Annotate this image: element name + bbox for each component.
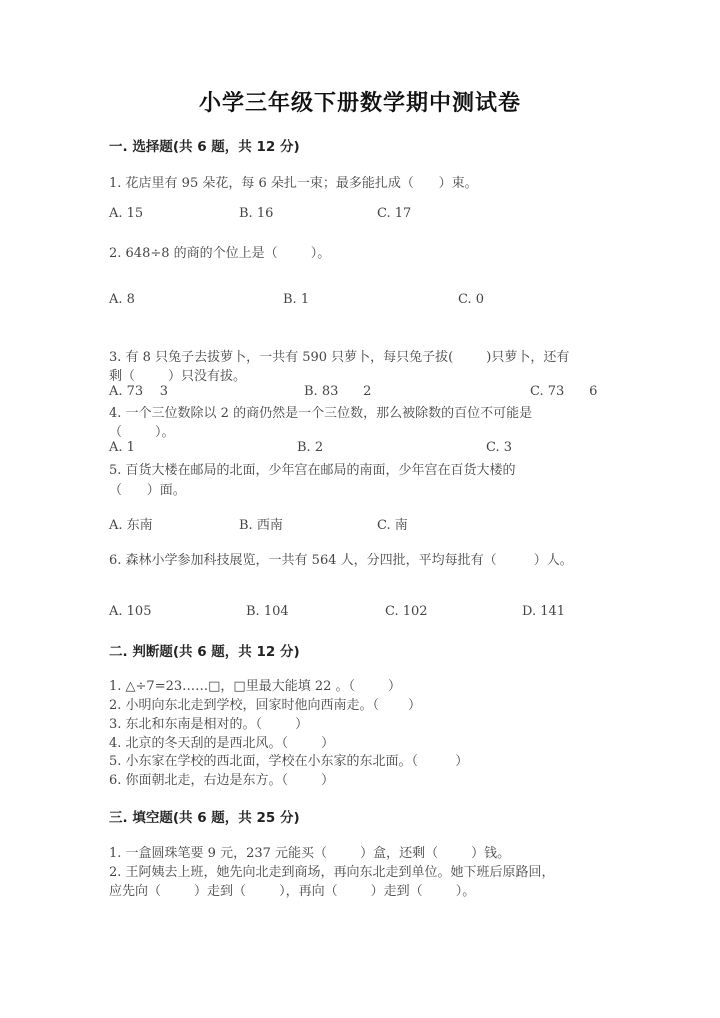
section-heading-fill-blank: 三. 填空题(共 6 题，共 25 分) xyxy=(109,810,300,826)
question-6-option-b: B. 104 xyxy=(246,604,289,619)
question-3-text-line2: 剩（ ）只没有拔。 xyxy=(109,369,247,384)
question-5-text-line2: （ ）面。 xyxy=(109,483,186,498)
question-5-option-b: B. 西南 xyxy=(239,518,283,533)
question-3-option-b: B. 83 2 xyxy=(304,384,372,399)
question-5-option-c: C. 南 xyxy=(377,518,408,533)
question-2-text: 2. 648÷8 的商的个位上是（ ）。 xyxy=(109,246,331,261)
question-6-option-d: D. 141 xyxy=(522,604,566,619)
question-4-text-line1: 4. 一个三位数除以 2 的商仍然是一个三位数，那么被除数的百位不可能是 xyxy=(109,406,533,421)
question-4-option-b: B. 2 xyxy=(297,440,324,455)
judgment-item-2: 2. 小明向东北走到学校，回家时他向西南走。（ ） xyxy=(109,698,421,713)
question-2-option-c: C. 0 xyxy=(458,292,485,307)
question-3-option-a: A. 73 3 xyxy=(109,384,168,399)
judgment-item-3: 3. 东北和东南是相对的。（ ） xyxy=(109,717,309,732)
question-4-text-line2: （ ）。 xyxy=(109,425,175,440)
section-heading-true-false: 二. 判断题(共 6 题，共 12 分) xyxy=(109,644,300,660)
question-6-option-c: C. 102 xyxy=(385,604,428,619)
question-6-option-a: A. 105 xyxy=(109,604,152,619)
judgment-item-1: 1. △÷7=23……□，□里最大能填 22 。（ ） xyxy=(109,679,402,694)
page-title: 小学三年级下册数学期中测试卷 xyxy=(198,91,521,116)
question-2-option-a: A. 8 xyxy=(109,292,135,307)
question-4-option-c: C. 3 xyxy=(486,440,513,455)
question-5-text-line1: 5. 百货大楼在邮局的北面，少年宫在邮局的南面，少年宫在百货大楼的 xyxy=(109,463,516,478)
judgment-item-6: 6. 你面朝北走，右边是东方。（ ） xyxy=(109,773,335,788)
section-heading-multiple-choice: 一. 选择题(共 6 题，共 12 分) xyxy=(109,139,300,155)
question-5-option-a: A. 东南 xyxy=(109,518,153,533)
judgment-item-5: 5. 小东家在学校的西北面，学校在小东家的东北面。（ ） xyxy=(109,754,469,769)
question-4-option-a: A. 1 xyxy=(109,440,135,455)
question-2-option-b: B. 1 xyxy=(283,292,310,307)
question-3-option-c: C. 73 6 xyxy=(530,384,598,399)
fill-item-1: 1. 一盒圆珠笔要 9 元，237 元能买（ ）盒，还剩（ ）钱。 xyxy=(109,846,511,861)
question-6-text: 6. 森林小学参加科技展览，一共有 564 人，分四批，平均每批有（ ）人。 xyxy=(109,553,573,568)
question-1-option-a: A. 15 xyxy=(109,206,144,221)
question-1-text: 1. 花店里有 95 朵花，每 6 朵扎一束；最多能扎成（ ）束。 xyxy=(109,176,478,191)
fill-item-2-line2: 应先向（ ）走到（ ），再向（ ）走到（ ）。 xyxy=(109,884,476,899)
question-1-option-c: C. 17 xyxy=(377,206,412,221)
fill-item-2-line1: 2. 王阿姨去上班，她先向北走到商场，再向东北走到单位。她下班后原路回， xyxy=(109,865,555,880)
judgment-item-4: 4. 北京的冬天刮的是西北风。（ ） xyxy=(109,736,335,751)
question-3-text-line1: 3. 有 8 只兔子去拔萝卜，一共有 590 只萝卜，每只兔子拔( )只萝卜，还有 xyxy=(109,350,570,365)
question-1-option-b: B. 16 xyxy=(239,206,274,221)
